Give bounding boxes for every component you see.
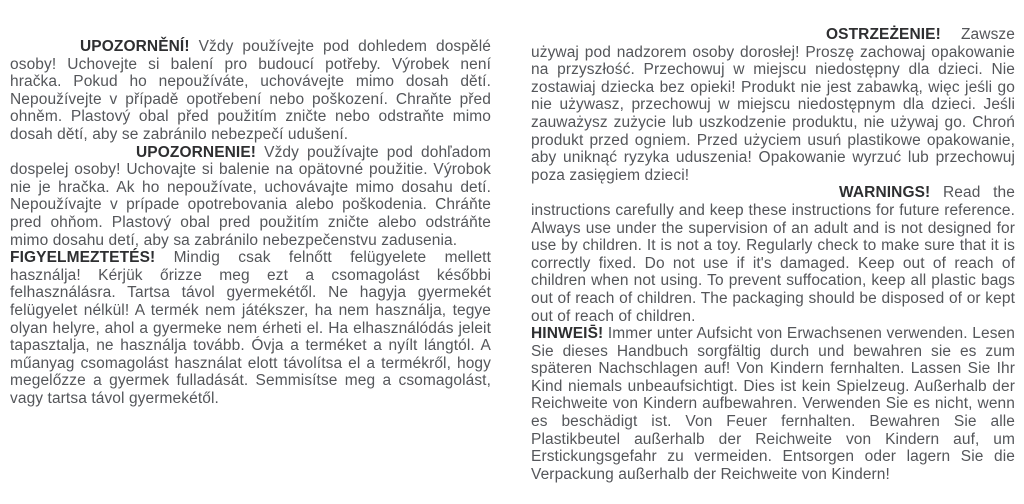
left-text-column — [10, 0, 491, 504]
warning-paragraph-slovak — [10, 144, 491, 250]
warning-heading-slovak: UPOZORNENIE! — [136, 143, 257, 161]
warning-body-polish: Zawsze używaj pod nadzorem osoby dorosłej! Proszę zachowaj opakowanie na przyszłość. Przechowuj w miejscu niedostępny dla dzieci. Nie zostawiaj dziecka bez opieki! Produkt nie jest zabawką, więc jeśli go nie używasz, przechowuj w miejscu niedostępnym dla dzieci. Jeśli zauważysz zużycie lub uszkodzenie produktu, nie używaj go. Chroń produkt przed ogniem. Przed użyciem usuń plastikowe opakowanie, aby uniknąć ryzyka uduszenia! Opakowanie wyrzuć lub przechowuj poza zasięgiem dzieci! — [531, 26, 1015, 184]
warning-heading-polish: OSTRZEŻENIE! — [826, 26, 941, 43]
warning-heading-german: HINWEIS̄! — [531, 325, 604, 343]
right-text-column — [531, 0, 1015, 504]
warning-body-english: Read the instructions carefully and keep these instructions for future reference. Always use under the supervision of an adult and is not designed for use by children. It is not a toy. Regularly check to make sure that it is correctly fixed. Do not use if it's damaged. Keep out of reach of children when not using. To prevent suffocation, keep all plastic bags out of reach of children. The packaging should be disposed of or kept out of reach of children. — [531, 184, 1015, 325]
warning-body-slovak: Vždy používajte pod dohľadom dospelej osoby! Uchovajte si balenie na opätovné použitie. Výrobok nie je hračka. Ak ho nepoužívate, uchovávajte mimo dosahu detí. Nepoužívajte v prípade opotrebovania alebo poškodenia. Chráňte pred ohňom. Plastový obal pred použitím zničte alebo odstráňte mimo dosahu detí, aby sa zabránilo nebezpečenstvu zadusenia. — [10, 143, 491, 249]
warning-body-hungarian: Mindig csak felnőtt felügyelete mellett használja! Kérjük őrizze meg ezt a csomagolást későbbi felhasználásra. Tartsa távol gyermekétől. Ne hagyja gyermekét felügyelet nélkül! A termék nem játékszer, ha nem használja, tegye olyan helyre, ahol a gyermeke nem érheti el. Ha elhasználódás jeleit tapasztalja, ne használja tovább. Óvja a terméket a nyílt lángtól. A műanyag csomagolást használat elott távolítsa el a termékről, hogy megelőzze a gyermek fulladását. Semmisítse meg a csomagolást, vagy tartsa távol gyermekétől. — [10, 249, 491, 407]
warning-paragraph-hungarian — [10, 249, 491, 407]
warning-heading-czech: UPOZORNĚNÍ! — [80, 38, 190, 55]
warning-heading-english: WARNINGS! — [839, 184, 931, 202]
warning-paragraph-german — [531, 325, 1015, 483]
warning-body-german: Immer unter Aufsicht von Erwachsenen verwenden. Lesen Sie dieses Handbuch sorgfältig durch und bewahren sie es zum späteren Nachschlagen auf! Von Kindern fernhalten. Lassen Sie Ihr Kind niemals unbeaufsichtigt. Dies ist kein Spielzeug. Außerhalb der Reichweite von Kindern aufbewahren. Verwenden Sie es nicht, wenn es beschädigt ist. Von Feuer fernhalten. Bewahren Sie alle Plastikbeutel außerhalb der Reichweite von Kindern auf, um Erstickungsgefahr zu vermeiden. Entsorgen oder lagern Sie die Verpackung außerhalb der Reichweite von Kindern! — [531, 325, 1015, 483]
warning-paragraph-polish — [531, 26, 1015, 184]
warning-paragraph-czech — [10, 38, 491, 144]
warning-body-czech: Vždy používejte pod dohledem dospělé osoby! Uchovejte si balení pro budoucí potřeby. Výrobek není hračka. Pokud ho nepoužíváte, uchovávejte mimo dosah dětí. Nepoužívejte v případě opotřebení nebo poškození. Chraňte před ohněm. Plastový obal před použitím zničte nebo odstraňte mimo dosah dětí, aby se zabránilo nebezpečí udušení. — [10, 38, 491, 143]
warning-heading-hungarian: FIGYELMEZTETÉS! — [10, 249, 156, 267]
warning-paragraph-english — [531, 184, 1015, 325]
